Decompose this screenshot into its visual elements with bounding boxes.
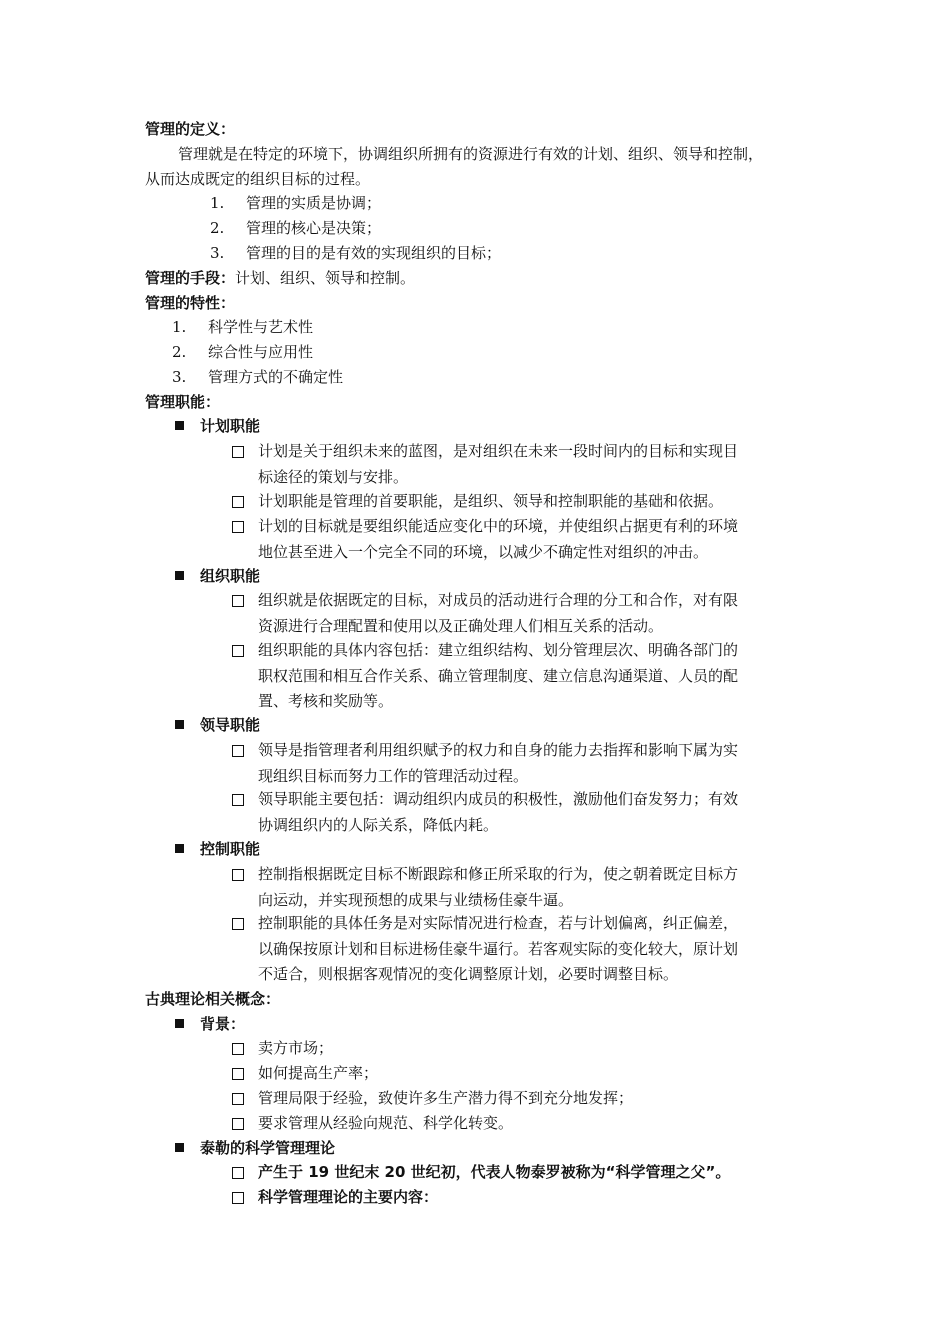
subheading-taylor: 泰勒的科学管理理论: [200, 1139, 336, 1157]
item-number: 2.: [172, 343, 187, 361]
square-bullet-icon: [175, 421, 184, 430]
taylor-item-2: 科学管理理论的主要内容：: [258, 1188, 439, 1206]
subheading-plan: 计划职能: [200, 417, 261, 435]
definition-item-3: [210, 242, 501, 264]
definition-paragraph-line-2: 从而达成既定的组织目标的过程。: [145, 170, 371, 188]
checkbox-icon: [232, 1167, 244, 1179]
checkbox-icon: [232, 1043, 244, 1055]
square-bullet-icon: [175, 571, 184, 580]
control-p2-line-1: 控制职能的具体任务是对实际情况进行检查，若与计划偏离，纠正偏差，: [258, 914, 739, 932]
checkbox-icon: [232, 1192, 244, 1204]
subheading-lead: 领导职能: [200, 716, 261, 734]
traits-item-3: [172, 366, 343, 388]
checkbox-icon: [232, 745, 244, 757]
subheading-control: 控制职能: [200, 840, 261, 858]
subheading-background: 背景：: [200, 1015, 246, 1033]
square-bullet-icon: [175, 844, 184, 853]
traits-item-2: [172, 341, 313, 363]
item-text: 综合性与应用性: [208, 343, 314, 361]
organize-p2-line-1: 组织职能的具体内容包括：建立组织结构、划分管理层次、明确各部门的: [258, 641, 739, 659]
lead-p1-line-2: 现组织目标而努力工作的管理活动过程。: [258, 767, 529, 785]
background-item-4: 要求管理从经验向规范、科学化转变。: [258, 1114, 514, 1132]
heading-definition: 管理的定义：: [145, 120, 236, 138]
definition-item-1: [210, 192, 381, 214]
heading-traits: 管理的特性：: [145, 294, 236, 312]
organize-p1-line-2: 资源进行合理配置和使用以及正确处理人们相互关系的活动。: [258, 617, 664, 635]
subheading-organize: 组织职能: [200, 567, 261, 585]
item-text: 管理的目的是有效的实现组织的目标；: [246, 244, 502, 262]
item-number: 1.: [172, 318, 187, 336]
plan-p2-line-1: 计划职能是管理的首要职能，是组织、领导和控制职能的基础和依据。: [258, 492, 724, 510]
plan-p1-line-1: 计划是关于组织未来的蓝图，是对组织在未来一段时间内的目标和实现目: [258, 442, 739, 460]
background-item-1: 卖方市场；: [258, 1039, 334, 1057]
checkbox-icon: [232, 1093, 244, 1105]
heading-means: 管理的手段：: [145, 269, 236, 287]
checkbox-icon: [232, 496, 244, 508]
checkbox-icon: [232, 645, 244, 657]
checkbox-icon: [232, 794, 244, 806]
background-item-2: 如何提高生产率；: [258, 1064, 379, 1082]
checkbox-icon: [232, 918, 244, 930]
taylor-item-1: 产生于 19 世纪末 20 世纪初，代表人物泰罗被称为“科学管理之父”。: [258, 1163, 731, 1181]
traits-item-1: [172, 316, 313, 338]
lead-p2-line-2: 协调组织内的人际关系，降低内耗。: [258, 816, 499, 834]
lead-p1-line-1: 领导是指管理者利用组织赋予的权力和自身的能力去指挥和影响下属为实: [258, 741, 739, 759]
heading-classic: 古典理论相关概念：: [145, 990, 281, 1008]
square-bullet-icon: [175, 720, 184, 729]
checkbox-icon: [232, 521, 244, 533]
plan-p1-line-2: 标途径的策划与安排。: [258, 468, 409, 486]
control-p2-line-3: 不适合，则根据客观情况的变化调整原计划，必要时调整目标。: [258, 965, 679, 983]
lead-p2-line-1: 领导职能主要包括：调动组织内成员的积极性，激励他们奋发努力；有效: [258, 790, 739, 808]
item-number: 3.: [172, 368, 187, 386]
item-number: 1.: [210, 194, 225, 212]
organize-p1-line-1: 组织就是依据既定的目标，对成员的活动进行合理的分工和合作，对有限: [258, 591, 739, 609]
plan-p3-line-2: 地位甚至进入一个完全不同的环境，以减少不确定性对组织的冲击。: [258, 543, 709, 561]
checkbox-icon: [232, 1118, 244, 1130]
definition-item-2: [210, 217, 381, 239]
checkbox-icon: [232, 1068, 244, 1080]
control-p1-line-2: 向运动，并实现预想的成果与业绩杨佳豪牛逼。: [258, 891, 574, 909]
heading-functions: 管理职能：: [145, 393, 221, 411]
control-p1-line-1: 控制指根据既定目标不断跟踪和修正所采取的行为，使之朝着既定目标方: [258, 865, 739, 883]
checkbox-icon: [232, 446, 244, 458]
means-text: 计划、组织、领导和控制。: [235, 269, 416, 287]
item-number: 3.: [210, 244, 225, 262]
square-bullet-icon: [175, 1019, 184, 1028]
control-p2-line-2: 以确保按原计划和目标进杨佳豪牛逼行。若客观实际的变化较大，原计划: [258, 940, 739, 958]
checkbox-icon: [232, 869, 244, 881]
means-line: [145, 267, 415, 289]
item-number: 2.: [210, 219, 225, 237]
organize-p2-line-3: 置、考核和奖励等。: [258, 692, 394, 710]
item-text: 科学性与艺术性: [208, 318, 314, 336]
organize-p2-line-2: 职权范围和相互合作关系、确立管理制度、建立信息沟通渠道、人员的配: [258, 667, 739, 685]
definition-paragraph-line-1: 管理就是在特定的环境下，协调组织所拥有的资源进行有效的计划、组织、领导和控制，: [178, 145, 764, 163]
item-text: 管理的实质是协调；: [246, 194, 382, 212]
item-text: 管理方式的不确定性: [208, 368, 344, 386]
background-item-3: 管理局限于经验，致使许多生产潜力得不到充分地发挥；: [258, 1089, 634, 1107]
checkbox-icon: [232, 595, 244, 607]
square-bullet-icon: [175, 1143, 184, 1152]
item-text: 管理的核心是决策；: [246, 219, 382, 237]
plan-p3-line-1: 计划的目标就是要组织能适应变化中的环境，并使组织占据更有利的环境: [258, 517, 739, 535]
